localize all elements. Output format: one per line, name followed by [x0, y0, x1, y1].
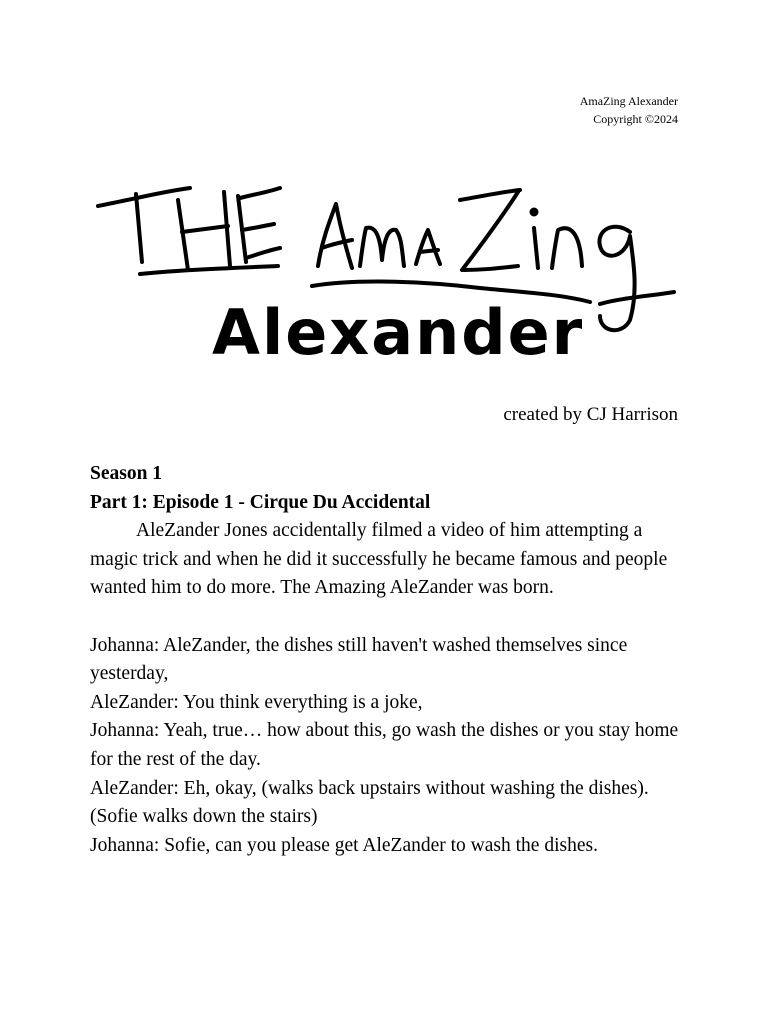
dialogue-line: Johanna: AleZander, the dishes still haven't washed themselves since yesterday, [90, 634, 628, 685]
document-header [580, 92, 678, 128]
episode-heading: Part 1: Episode 1 - Cirque Du Accidental [90, 491, 431, 513]
header-copyright: Copyright ©2024 [593, 112, 678, 126]
dialogue-line: AleZander: Eh, okay, (walks back upstairs without washing the dishes). [90, 777, 649, 799]
header-title: AmaZing Alexander [579, 94, 678, 108]
paragraph-spacer [90, 603, 690, 632]
episode-synopsis: AleZander Jones accidentally filmed a video of him attempting a magic trick and when he did it successfully he became famous and people wanted him to do more. The Amazing AleZander was born. [90, 520, 668, 599]
season-heading: Season 1 [90, 463, 163, 484]
author-credit: created by CJ Harrison [503, 404, 678, 425]
dialogue-line: Johanna: Yeah, true… how about this, go wash the dishes or you stay home for the rest of the day. [90, 720, 679, 770]
dialogue-line: Johanna: Sofie, can you please get AleZander to wash the dishes. [90, 834, 598, 856]
document-body [90, 460, 690, 860]
dialogue-line: AleZander: You think everything is a joke, [90, 691, 423, 713]
logo-word-alexander: Alexander [212, 296, 585, 369]
title-logo [90, 170, 680, 385]
stage-direction: (Sofie walks down the stairs) [90, 806, 318, 828]
